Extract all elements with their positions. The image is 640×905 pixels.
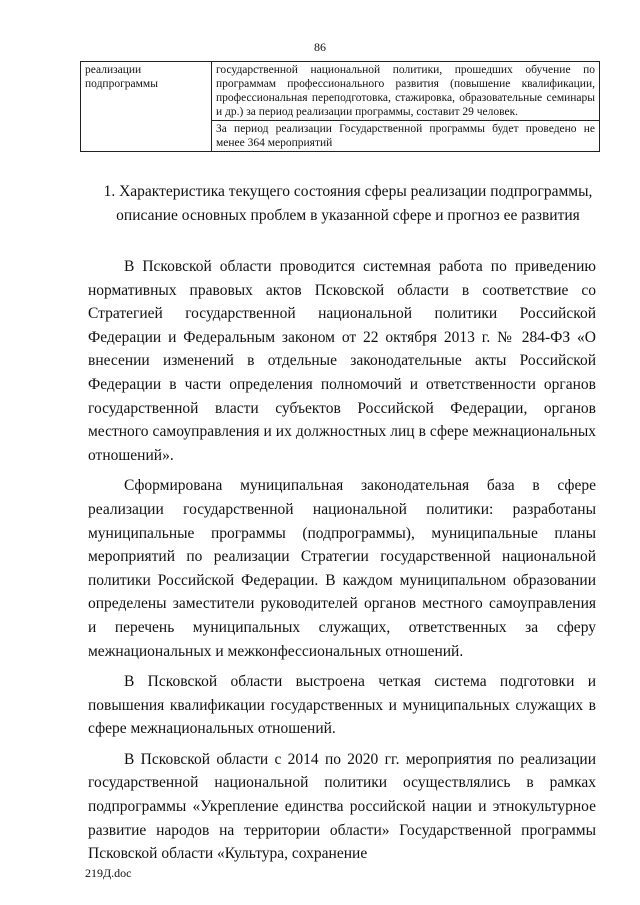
paragraph: В Псковской области проводится системная работа по приведению нормативных правовых актов Псковской области в соответствие со Стратегией государственной национальной политики Российской Федерации и Федеральным законом от 22 октября 2013 г. № 284-ФЗ «О внесении изменений в отдельные законодательные акты Российской Федерации в части определения полномочий и ответственности органов государственной власти субъектов Российской Федерации, органов местного самоуправления и их должностных лиц в сфере межнациональных отношений».: [88, 258, 596, 464]
table-cell-text: государственной национальной политики, прошедших обучение по программам профессионального развития (повышение квалификации, профессиональная переподготовка, стажировка, образовательные семинары и др.) за период реализации программы, составит 29 человек.: [212, 62, 600, 121]
paragraph: Сформирована муниципальная законодательная база в сфере реализации государственной национальной политики: разработаны муниципальные программы (подпрограммы), муниципальные планы мероприятий по реализации Стратегии государственной национальной политики Российской Федерации. В каждом муниципальном образовании определены заместители руководителей органов местного самоуправления и перечень муниципальных служащих, ответственных за сферу межнациональных и межконфессиональных отношений.: [88, 477, 596, 660]
section-heading: 1. Характеристика текущего состояния сферы реализации подпрограммы, описание основных проблем в указанной сфере и прогноз ее развития: [103, 183, 593, 224]
table-cell-text: За период реализации Государственной программы будет проведено не менее 364 мероприятий: [212, 121, 600, 152]
paragraph: В Псковской области с 2014 по 2020 гг. мероприятия по реализации государственной национальной политики осуществлялись в рамках подпрограммы «Укрепление единства российской нации и этнокультурное развитие народов на территории области» Государственной программы Псковской области «Культура, сохранение: [88, 750, 596, 863]
program-table: [80, 61, 600, 152]
paragraph: В Псковской области выстроена четкая система подготовки и повышения квалификации государственных и муниципальных служащих в сфере межнациональных отношений.: [88, 673, 596, 738]
page-number: 86: [314, 40, 326, 54]
table-row: [81, 62, 600, 121]
table-cell-label: реализации подпрограммы: [81, 62, 212, 152]
body-text: [88, 255, 596, 866]
footer-filename: 219Д.doc: [85, 866, 132, 880]
